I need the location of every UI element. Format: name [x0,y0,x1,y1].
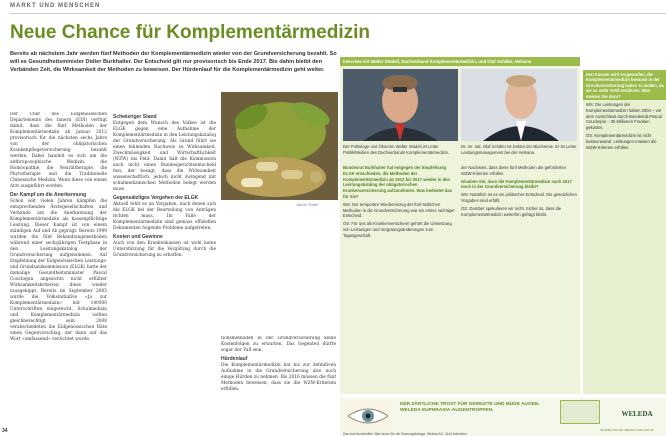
interview-answer-continued: der Nachweis, dass diese fünf Methoden die geforderten WZW-Kriterien erfüllen. [461,165,566,176]
page-title: Neue Chance für Komplementärmedizin [10,22,371,43]
col1-paragraph-1: Der Chef des Eidgenössischen Departements des Innern (EDI) verfügt damit, dass die fünf Methoden der Komplementärmedizin ab Januar 2012 provisorisch für die nächsten sechs Jahre von der obligatorischen Krankenpflegeversicherung bezahlt werden. Dabei handelt es sich um die anthroposophische Medizin, die Homöopathie, die Neuraltherapie, die Phytotherapie und die Traditionelle Chinesische Medizin. Wenn diese von einem Arzt ausgeführt werden. [10,112,107,189]
sidebar-question: Den Kassen wird vorgeworfen, die Komplementärmedizin bewusst in der Grundversicherung haben zu wollen, da sie so mehr Geld verdienen. Was meinen Sie dazu? [586,72,664,99]
col2-paragraph-2: Aktuell fehlt es an Vorgaben, nach denen sich die ELGK bei der Beurteilung von Anträgen richten muss. Im Falle der Komplementärmedizin sind gemäss offiziellen Dokumenten folgende Probleme aufgetreten. [113,202,216,231]
page-number-left: 34 [2,428,8,434]
ad-headline: DER ZÄRTLICHE TROST FÜR GEREIZTE UND MÜDE AUGEN. WELEDA EUPHRASIA-AUGENTROPFEN. [400,402,540,414]
lead-paragraph: Bereits ab nächstem Jahr werden fünf Methoden der Komplementärmedizin wieder von der Grundversicherung bezahlt. So will es Gesundheitsminister Didier Burkhalter. Der Entscheid gilt nur provisorisch bis Ende 2017. Bis dahin bleibt den Verbänden Zeit, die Wirksamkeit der Methoden zu beweisen. Der Hürdenlauf für die Komplementärmedizin geht weiter. [10,51,337,74]
portrait-walter-stuedeli [343,69,458,141]
col2-subheading-1: Schwieriger Stand [113,114,157,120]
herb-capsule-photo [221,92,338,200]
article-column-2 [113,112,216,434]
sidebar-answers [586,102,664,392]
col1-subheading: Der Kampf um die Anerkennung [10,192,87,198]
col2-subheading-2: Gegensätzliges Vorgehen der ELGK [113,195,199,201]
interview-header: Interview mit Walter Stüdeli, Dachverband Komplementärmedizin, und Olaf Schäfer, Helsana [340,57,580,66]
col1-paragraph-2: Schon seit vielen Jahren kämpfen die entsprechenden Ärztegesellschaften und Verbände um die Anerkennung der Komplementärmedizin als kassenpflichtige Leistung. Dieser Kampf ist von einem ständigen Auf und Ab geprägt. Bereits 1999 wurden die fünf Behandlungsmethoden während einer sechsjährigen Testphase in den Leistungskatalog der Grundversicherung aufgenommen. Auf Empfehlung der Eidgenössischen Leistungs- und Grundsatzkommission (ELGK) hatte der damalige Gesundheitsminister Pascal Couchepin angesichts nicht erfüllter Wirksamkeitskriterien diese wieder rausgekippt. Bereits im September 2005 wurde die Volksinitiative «Ja zur Komplementärmedizin» mit 140000 Unterschriften eingereicht. Schulmedizin und Komplementärmedizin sollten gleichberechtigt sein. 2008 verabschiedeten die Eidgenössischen Räte einen Gegenvorschlag, der dann auf das Wort «umfassend» verzichtet wurde. [10,199,107,342]
interview-answer-ws: WS: Der temporäre Wiedereinzug der fünf ärztlichen Methoden in die Grundversicherung war ein erster, wichtiger Entscheid. [343,201,455,219]
ad-slogan: IM EINKLANG MIT MENSCH UND NATUR [600,428,654,432]
interview-question-2: Glauben Sie, dass die Komplementärmedizin nach 2017 noch in der Grundversicherung bleibt? [461,178,572,190]
interview-answer-ws-2: WS: Natürlich ist es ein politischer Entscheid. Die gesetzlichen Vorgaben sind erfüllt. [461,192,577,203]
ad-eye-illustration [343,400,393,432]
col2-paragraph-3: Auch von den Krankenkassen ist wohl keine Unterstützung für die Vergütung durch die Grundversicherung zu erhoffen. [113,241,216,258]
weleda-logo: WELEDA [621,410,653,418]
ad-product-box [560,400,600,424]
interview-question-1: Bundesrat Burkhalter hat entgegen der Empfehlung ELGK entschieden, die Methoden der Komplementärmedizin ab 2012 bis 2017 wieder in den Leistungskatalog der obligatorischen Krankenversicherung aufzunehmen. Was bedeutet das für Sie? [343,165,452,199]
sidebar-answer-ws: WS: Die Leistungen der Komplementärmedizin haben 2004 – vor dem Ausschluss durch Bundesrat Pascal Couchepin – 35 Millionen Franken gekostet. [586,102,662,131]
col3-subheading: Hürdenlauf [221,356,248,362]
col3-paragraph-1: tionsmethoden in der Grundversicherung keine Kostenfolgen zu erwarten. Das Gegenteil dürfte sogar der Fall sein. [221,336,336,353]
col2-paragraph-1: Entgegen dem Wunsch des Volkes ist die ELGK gegen eine Aufnahme der Komplementärmedizin in den Leistungskatalog der Grundversicherung. Als Grund führt sie einen fehlenden Nachweis zu Wirksamkeit, Zweckmässigkeit und Wirtschaftlichkeit (WZW) ins Feld. Damit hält die Kommission auch nicht einen Bundesgerichtsentscheid fest, der besagt, dass die Wirksamkeit wissenschaftlich, jedoch nicht zwingend mit schulmedizinischen Methoden belegt werden muss. [113,121,216,192]
caption-left: Der Politologe und Ökonom Walter Stüdeli ist Leiter Politik/Medien des Dachverbands Komplementärmedizin. [343,144,450,155]
article-column-1 [10,112,107,434]
interview-answer-os: OS: Für uns als Krankenversicherer gehört die Umsetzung von Leistungen und Vergütungsänderungen zum Tagesgeschäft. [343,221,452,238]
article-column-3 [221,336,336,434]
ad-legal-text: Das sind Arzneimittel. Bitte lesen Sie die Packungsbeilage. Weleda AG, 4144 Arlesheim [343,432,467,436]
col2-subheading-3: Kosten und Gewinne [113,234,163,240]
caption-right: Dr. rer. nat. Olaf Schäfer ist Doktor der Biochemie. Er ist Leiter Leistungsmanagement bei der Helsana. [461,144,577,155]
col3-paragraph-2: Die Komplementärmedizin hat bis zur definitiven Aufnahme in die Grundversicherung also noch einige Hürden zu nehmen. Bis 2016 müssen die fünf Methoden beweisen, dass sie die WZW-Kriterien erfüllen. [221,363,336,392]
kicker-rule [10,13,666,14]
interview-right-column [461,165,577,393]
section-kicker: MARKT UND MENSCHEN [10,3,101,9]
photo-credit: Jacob Thele [296,202,318,207]
sidebar-answer-os: OS: Komplementärmedizin ist nicht kostenneutral. Leistungen müssen die WZW-Kriterien erfüllen. [586,132,657,150]
portrait-olaf-schaefer [461,69,577,141]
interview-left-column [343,165,458,393]
interview-answer-os-2: OS: Darüber spekulieren wir nicht. Sicher ist, dass die Komplementärmedizin weiterhin gefragt bleibt. [461,205,562,217]
